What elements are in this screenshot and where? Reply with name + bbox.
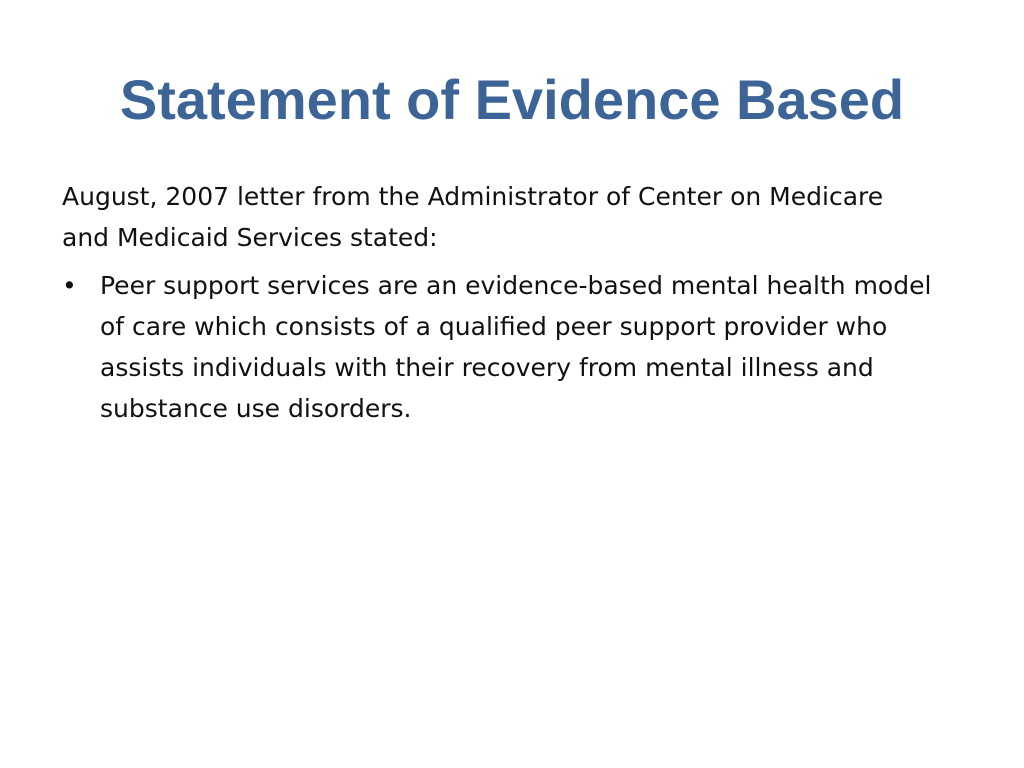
slide-body [62, 176, 952, 429]
intro-paragraph: August, 2007 letter from the Administrator of Center on Medicare and Medicaid Services stated: [62, 182, 884, 252]
slide-title: Statement of Evidence Based [119, 68, 905, 131]
bullet-item [62, 265, 952, 429]
bullet-marker-icon: • [62, 271, 77, 300]
bullet-text: Peer support services are an evidence-based mental health model of care which consists of a qualified peer support provider who assists individuals with their recovery from mental illness and substance use disorders. [100, 271, 932, 423]
bullet-list [62, 265, 952, 429]
